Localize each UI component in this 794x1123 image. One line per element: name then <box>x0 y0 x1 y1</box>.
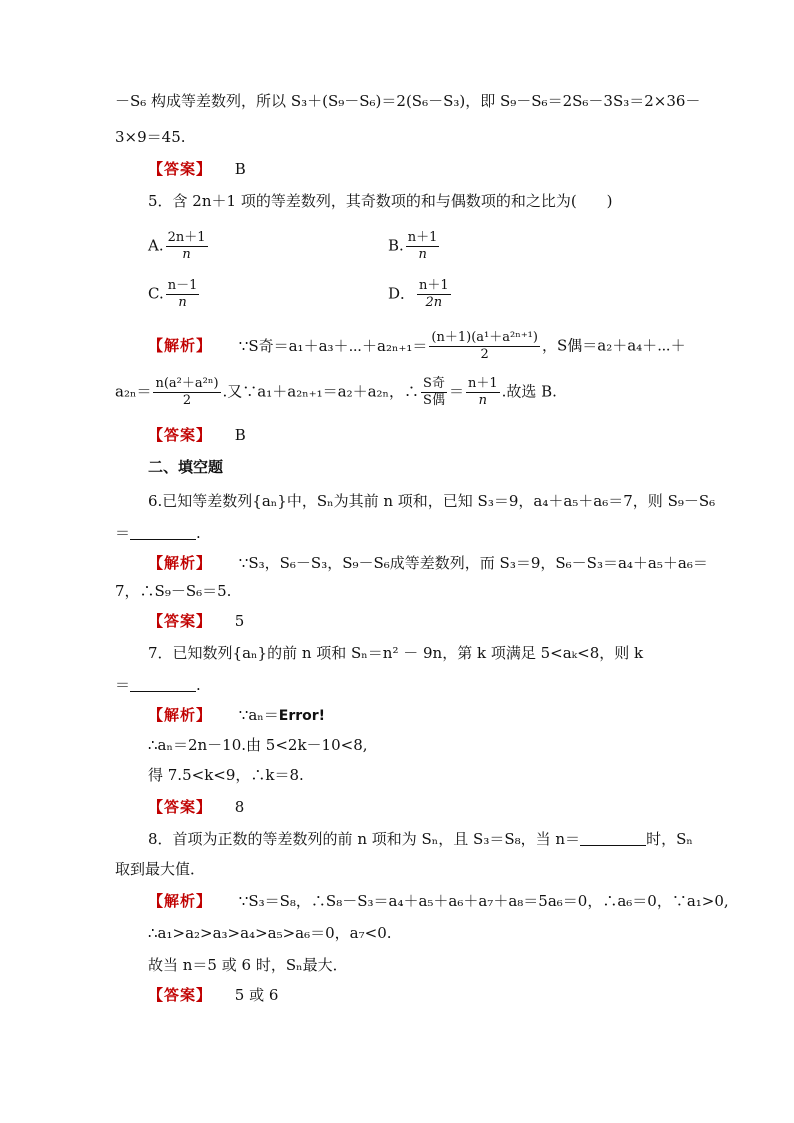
answer-value: 5 <box>234 612 245 630</box>
text-segment: ∵S₃，S₆－S₃，S₉－S₆成等差数列，而 S₃＝9，S₆－S₃＝a₄＋a₅＋a₆＝ <box>238 554 708 572</box>
fraction-denominator: n <box>182 247 191 262</box>
analysis-8-line-3: 故当 n＝5 或 6 时，Sₙ最大． <box>148 956 348 974</box>
text-segment: 8．首项为正数的等差数列的前 n 项和为 Sₙ，且 S₃＝S₈，当 n＝ <box>148 830 581 848</box>
fraction-denominator: 2n <box>425 295 443 310</box>
option-c <box>148 278 201 311</box>
text-segment: ＝ <box>115 676 131 694</box>
analysis-label: 【解析】 <box>148 554 213 572</box>
text-segment: ，S偶＝a₂＋a₄＋⋯＋ <box>541 336 686 355</box>
answer-line <box>148 796 794 818</box>
text-segment: 时，Sₙ <box>646 830 693 848</box>
question-6: 6.已知等差数列{aₙ}中，Sₙ为其前 n 项和，已知 S₃＝9，a₄＋a₅＋a₆＝7，则 S₉－S₆ <box>148 492 716 510</box>
analysis-8-line-1 <box>148 890 794 912</box>
answer-value: B <box>234 160 246 178</box>
analysis-6-line-2: 7，∴S₉－S₆＝5. <box>115 582 232 600</box>
option-a-label: A. <box>148 236 164 255</box>
question-6-blank-line: ＝ . <box>115 524 201 542</box>
options-row-1 <box>148 222 794 262</box>
section-heading: 二、填空题 <box>148 458 224 476</box>
answer-blank <box>130 677 196 692</box>
text-segment: ∵aₙ＝ <box>238 706 279 724</box>
fraction-2 <box>153 376 220 409</box>
question-8-line-2: 取到最大值． <box>115 860 206 878</box>
analysis-5-line-1 <box>148 330 794 366</box>
fraction-numerator: (n＋1)(a¹＋a²ⁿ⁺¹) <box>431 330 538 345</box>
analysis-5-line-2 <box>115 376 794 412</box>
text-line: －S₆ 构成等差数列，所以 S₃＋(S₉－S₆)＝2(S₆－S₃)，即 S₉－S₆＝2S₆－3S₃＝2×36－ <box>115 92 701 110</box>
fraction-denominator: n <box>418 247 427 262</box>
fraction-denominator: S偶 <box>423 393 445 408</box>
question-7: 7．已知数列{aₙ}的前 n 项和 Sₙ＝n² － 9n，第 k 项满足 5<aₖ<8，则 k <box>148 644 644 662</box>
option-b <box>388 230 441 263</box>
fraction-denominator: n <box>478 393 487 408</box>
fraction-denominator: n <box>178 295 187 310</box>
fraction-numerator: n＋1 <box>467 376 498 391</box>
option-a <box>148 230 210 263</box>
question-7-blank-line: ＝ . <box>115 676 201 694</box>
fraction-numerator: S奇 <box>423 376 445 391</box>
fraction-numerator: n－1 <box>167 278 198 293</box>
option-a-fraction <box>166 230 208 263</box>
question-8 <box>148 828 794 850</box>
fraction-3 <box>421 376 447 409</box>
question-5: 5．含 2n＋1 项的等差数列，其奇数项的和与偶数项的和之比为( ) <box>148 192 613 210</box>
answer-line <box>148 424 794 446</box>
answer-value: B <box>234 426 246 444</box>
fraction-denominator: 2 <box>480 347 489 362</box>
text-line: 3×9＝45. <box>115 128 186 146</box>
answer-value: 8 <box>234 798 245 816</box>
answer-label: 【答案】 <box>148 612 213 630</box>
answer-label: 【答案】 <box>148 798 213 816</box>
analysis-label: 【解析】 <box>148 706 213 724</box>
analysis-8-line-2: ∴a₁>a₂>a₃>a₄>a₅>a₆＝0，a₇<0. <box>148 924 392 942</box>
answer-line <box>148 610 794 632</box>
fraction-denominator: 2 <box>182 393 192 408</box>
text-segment: ＝ <box>115 524 131 542</box>
fraction-4 <box>466 376 500 409</box>
text-segment: ∵S₃＝S₈，∴S₈－S₃＝a₄＋a₅＋a₆＋a₇＋a₈＝5a₆＝0，∴a₆＝0，∵a₁>0, <box>238 892 729 910</box>
text-segment: .故选 B. <box>501 382 557 401</box>
options-row-2 <box>148 270 794 310</box>
answer-line <box>148 984 794 1006</box>
answer-label: 【答案】 <box>148 986 213 1004</box>
text-segment: ∵S奇＝a₁＋a₃＋⋯＋a₂ₙ₊₁＝ <box>238 336 428 355</box>
option-b-fraction <box>406 230 440 263</box>
option-d-fraction <box>417 278 451 311</box>
option-c-label: C. <box>148 284 164 303</box>
fraction-numerator: 2n＋1 <box>167 230 206 245</box>
answer-label: 【答案】 <box>148 426 213 444</box>
fraction-numerator: n＋1 <box>419 278 449 293</box>
option-c-fraction <box>166 278 200 311</box>
answer-label: 【答案】 <box>148 160 213 178</box>
text-segment: .又∵a₁＋a₂ₙ₊₁＝a₂＋a₂ₙ，∴ <box>222 382 420 401</box>
answer-blank <box>130 525 196 540</box>
option-d <box>388 278 453 311</box>
answer-blank <box>580 831 646 846</box>
analysis-label: 【解析】 <box>148 892 213 910</box>
option-d-label: D． <box>388 284 416 303</box>
analysis-7-line-1 <box>148 704 794 727</box>
answer-value: 5 或 6 <box>234 986 279 1004</box>
analysis-7-line-3: 得 7.5<k<9，∴k＝8. <box>148 766 304 784</box>
text-segment: a₂ₙ＝ <box>115 382 152 401</box>
fraction-numerator: n＋1 <box>407 230 438 245</box>
analysis-7-line-2: ∴aₙ＝2n－10.由 5<2k－10<8, <box>148 736 368 754</box>
analysis-6-line-1 <box>148 552 794 574</box>
analysis-label: 【解析】 <box>148 336 213 355</box>
option-b-label: B. <box>388 236 404 255</box>
fraction-1 <box>429 330 540 363</box>
fraction-numerator: n(a²＋a²ⁿ) <box>155 376 219 391</box>
error-text: Error! <box>278 708 326 724</box>
answer-line <box>148 158 794 180</box>
text-segment: ＝ <box>448 382 464 401</box>
